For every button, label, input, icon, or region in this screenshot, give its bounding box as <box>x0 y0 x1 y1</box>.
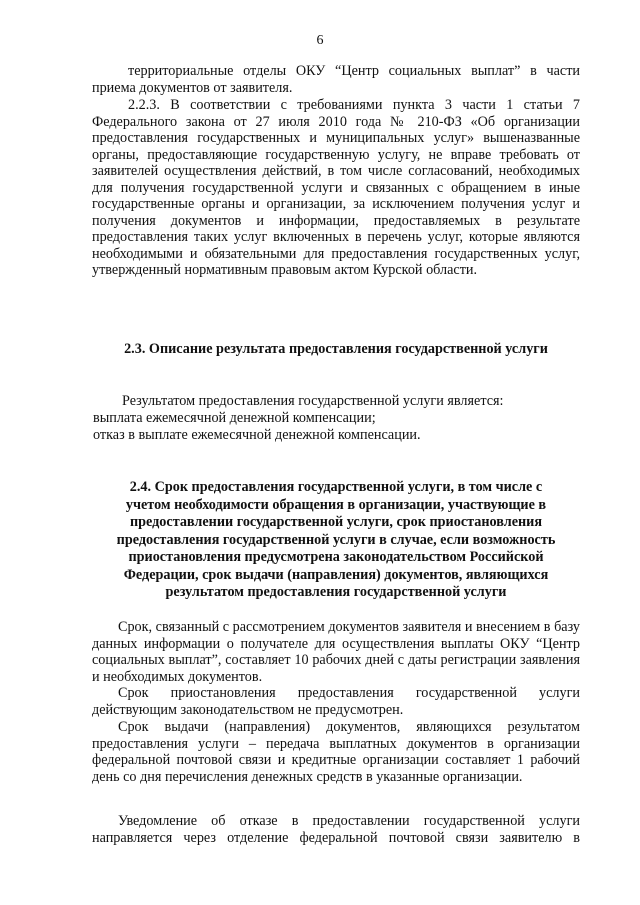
paragraph-continuation <box>92 63 580 96</box>
result-intro <box>122 393 582 410</box>
result-item-2 <box>93 427 573 444</box>
srok-3-text: Срок выдачи (направления) документов, являющихся результатом предоставления услуги – передача выплатных документов в организации федеральной почтовой связи и кредитные организации составляет 1 рабочий день со дня перечисления денежных средств в указанные организации. <box>92 719 580 785</box>
paragraph-2-2-3-text: 2.2.3. В соответствии с требованиями пункта 3 части 1 статьи 7 Федерального закона от 27 июля 2010 года № 210-ФЗ «Об организации предоставления государственных и муниципальных услуг» вышеназванные органы, предоставляющие государственную услугу, не вправе требовать от заявителей осуществления действий, в том числе согласований, необходимых для получения государственной услуги и связанных с обращением в иные государственные органы и организации, за исключением получения услуг и получения документов и информации, предоставляемых в результате предоставления таких услуг включенных в перечень услуг, которые являются необходимыми и обязательными для предоставления государственных услуг, утвержденный нормативным правовым актом Курской области. <box>92 97 580 278</box>
heading-2-3-text: 2.3. Описание результата предоставления государственной услуги <box>124 341 548 357</box>
paragraph-srok-1 <box>92 619 580 685</box>
continuation-text: территориальные отделы ОКУ “Центр социальных выплат” в части приема документов от заявителя. <box>92 63 580 96</box>
notice-text: Уведомление об отказе в предоставлении государственной услуги направляется через отделение федеральной почтовой связи заявителю в <box>92 813 580 846</box>
paragraph-srok-2 <box>92 685 580 718</box>
section-heading-2-3 <box>92 341 580 359</box>
page-number: 6 <box>316 33 324 48</box>
heading-2-4-line: приостановления предусмотрена законодательством Российской <box>128 549 544 565</box>
result-intro-text: Результатом предоставления государственной услуги является: <box>122 393 504 409</box>
paragraph-srok-3 <box>92 719 580 785</box>
srok-2-text: Срок приостановления предоставления государственной услуги действующим законодательством не предусмотрен. <box>92 685 580 718</box>
result-item-1-text: выплата ежемесячной денежной компенсации; <box>93 410 376 426</box>
heading-2-4-line: 2.4. Срок предоставления государственной услуги, в том числе с <box>129 479 543 495</box>
result-item-2-text: отказ в выплате ежемесячной денежной компенсации. <box>93 427 421 443</box>
paragraph-2-2-3 <box>92 97 580 279</box>
result-item-1 <box>93 410 573 427</box>
heading-2-4-line: результатом предоставления государственной услуги <box>165 584 507 600</box>
section-heading-2-4 <box>88 479 584 602</box>
heading-2-4-line: учетом необходимости обращения в организации, участвующие в <box>125 496 547 513</box>
srok-1-text: Срок, связанный с рассмотрением документов заявителя и внесением в базу данных информации о получателе для осуществления выплаты ОКУ “Центр социальных выплат”, составляет 10 рабочих дней с даты регистрации заявления и необходимых документов. <box>92 619 580 685</box>
paragraph-notice <box>92 813 580 846</box>
heading-2-4-line: Федерации, срок выдачи (направления) документов, являющихся <box>123 566 549 583</box>
heading-2-4-line: предоставления государственной услуги в случае, если возможность <box>116 531 556 548</box>
heading-2-4-line: предоставлении государственной услуги, срок приостановления <box>129 514 543 530</box>
